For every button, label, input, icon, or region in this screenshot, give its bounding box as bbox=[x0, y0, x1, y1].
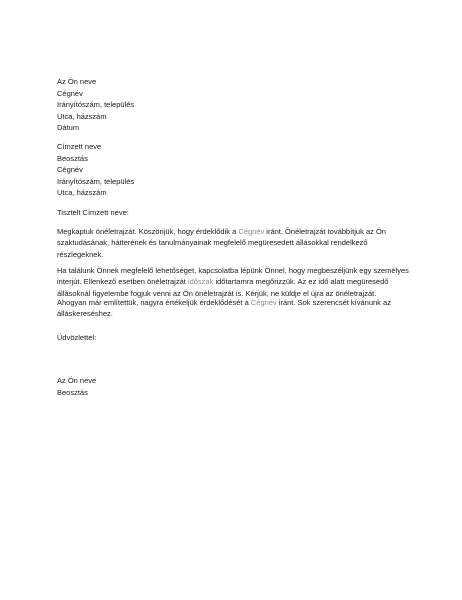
sender-zip-city[interactable]: Irányítószám, település bbox=[57, 100, 135, 109]
recipient-zip-city[interactable]: Irányítószám, település bbox=[57, 176, 135, 186]
sender-company[interactable]: Cégnév bbox=[57, 88, 83, 98]
paragraph-line: szaktudásának, hátterének és tanulmányainak megfelelő megüresedett állásokkal rendelkező bbox=[57, 238, 368, 248]
recipient-street[interactable]: Utca, házszám bbox=[57, 188, 107, 197]
paragraph-line: álláskereséshez. bbox=[57, 309, 113, 319]
company-placeholder[interactable]: Cégnév bbox=[250, 298, 277, 307]
paragraph-text: iránt. Sok szerencsét kívánunk az bbox=[276, 298, 391, 307]
paragraph-text: időtartamra megőrizzük. Az ez idő alatt megüresedő bbox=[213, 277, 389, 287]
paragraph-line: Ha találunk Önnek megfelelő lehetőséget, kapcsolatba lépünk Önnel, hogy megbeszéljünk egy személyes bbox=[57, 266, 409, 275]
paragraph-line: állásoknál figyelembe fogjuk venni az Ön önéletrajzát is. Kérjük, ne küldje el újra az önéletrajzát. bbox=[57, 288, 377, 298]
paragraph-line bbox=[57, 297, 407, 308]
company-placeholder[interactable]: Cégnév bbox=[238, 227, 265, 236]
paragraph-text: interjút. Ellenkező esetben önéletrajzát bbox=[57, 277, 188, 287]
paragraph-line: részlegeknek. bbox=[57, 249, 104, 259]
sender-street[interactable]: Utca, házszám bbox=[57, 111, 107, 121]
sender-name[interactable]: Az Ön neve bbox=[57, 77, 97, 86]
signature-block bbox=[57, 375, 407, 398]
paragraph-text: Ahogyan már említettük, nagyra értékeljük érdeklődését a bbox=[57, 298, 251, 307]
salutation-text[interactable]: Tisztelt Címzett neve: bbox=[57, 208, 129, 217]
recipient-title[interactable]: Beosztás bbox=[57, 153, 88, 163]
body-paragraph-1 bbox=[57, 226, 407, 260]
paragraph-text: iránt. Önéletrajzát továbbítjuk az Ön bbox=[264, 227, 386, 236]
body-paragraph-2 bbox=[57, 265, 407, 299]
signature-name[interactable]: Az Ön neve bbox=[57, 376, 97, 385]
period-placeholder[interactable]: időszak bbox=[187, 277, 214, 287]
body-paragraph-3 bbox=[57, 297, 407, 320]
signature-title[interactable]: Beosztás bbox=[57, 387, 88, 397]
closing-text[interactable]: Üdvözlettel: bbox=[57, 333, 97, 342]
sender-date[interactable]: Dátum bbox=[57, 123, 80, 132]
closing bbox=[57, 332, 407, 344]
salutation bbox=[57, 207, 407, 219]
recipient-company[interactable]: Cégnév bbox=[57, 165, 83, 174]
paragraph-line bbox=[57, 226, 407, 237]
paragraph-line bbox=[57, 276, 407, 287]
paragraph-text: Megkaptuk önéletrajzát. Köszönjük, hogy érdeklődik a bbox=[57, 227, 239, 236]
recipient-address-block bbox=[57, 141, 407, 199]
recipient-name[interactable]: Címzett neve bbox=[57, 142, 102, 151]
sender-address-block bbox=[57, 76, 407, 134]
